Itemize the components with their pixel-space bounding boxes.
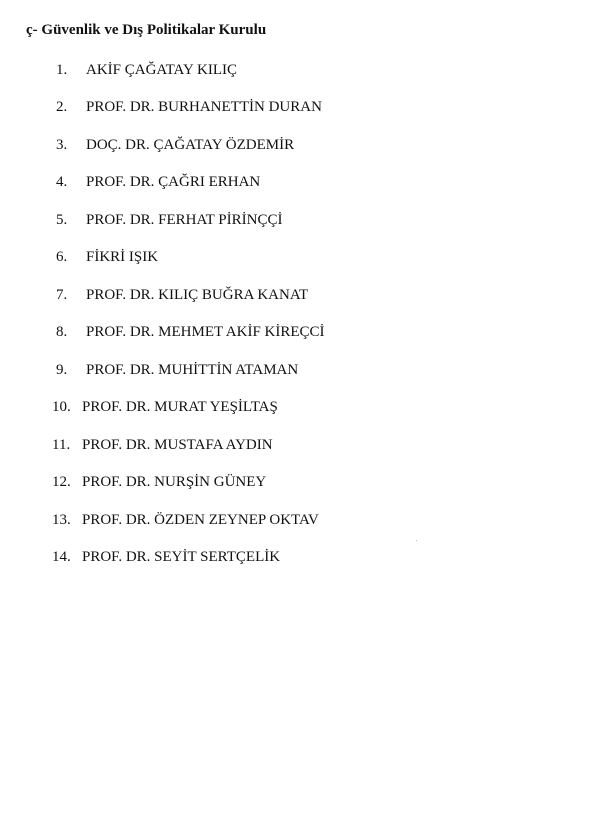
member-item	[52, 470, 266, 494]
member-name: AKİF ÇAĞATAY KILIÇ	[86, 62, 238, 78]
member-item	[56, 320, 325, 344]
member-item	[52, 545, 280, 569]
member-number: 12.	[52, 474, 71, 490]
member-item	[56, 95, 322, 119]
member-name: PROF. DR. ÖZDEN ZEYNEP OKTAV	[82, 512, 319, 528]
member-number: 9.	[56, 362, 68, 378]
member-number: 7.	[56, 287, 68, 303]
member-number: 8.	[56, 324, 68, 340]
member-name: PROF. DR. MUHİTTİN ATAMAN	[86, 362, 299, 378]
member-item	[56, 245, 158, 269]
member-name: FİKRİ IŞIK	[86, 249, 159, 265]
member-name: PROF. DR. BURHANETTİN DURAN	[86, 99, 322, 115]
section-heading: ç- Güvenlik ve Dış Politikalar Kurulu	[26, 22, 267, 38]
member-item	[56, 58, 237, 82]
member-number: 10.	[52, 399, 71, 415]
member-name: PROF. DR. MURAT YEŞİLTAŞ	[82, 399, 278, 415]
scan-speck	[416, 540, 417, 541]
member-name: PROF. DR. ÇAĞRI ERHAN	[86, 174, 261, 190]
member-number: 4.	[56, 174, 68, 190]
member-item	[52, 433, 273, 457]
member-name: PROF. DR. SEYİT SERTÇELİK	[82, 549, 281, 565]
member-item	[56, 208, 283, 232]
member-item	[56, 358, 298, 382]
member-name: DOÇ. DR. ÇAĞATAY ÖZDEMİR	[86, 137, 295, 153]
member-number: 11.	[52, 437, 71, 453]
member-name: PROF. DR. FERHAT PİRİNÇÇİ	[86, 212, 283, 228]
member-number: 1.	[56, 62, 68, 78]
member-item	[56, 170, 260, 194]
member-item	[52, 395, 278, 419]
member-item	[56, 283, 308, 307]
member-number: 5.	[56, 212, 68, 228]
member-item	[56, 133, 294, 157]
member-number: 6.	[56, 249, 68, 265]
member-number: 3.	[56, 137, 68, 153]
member-number: 13.	[52, 512, 71, 528]
member-name: PROF. DR. MUSTAFA AYDIN	[82, 437, 273, 453]
member-number: 2.	[56, 99, 68, 115]
member-item	[52, 508, 319, 532]
member-name: PROF. DR. KILIÇ BUĞRA KANAT	[86, 287, 309, 303]
member-number: 14.	[52, 549, 71, 565]
member-name: PROF. DR. NURŞİN GÜNEY	[82, 474, 267, 490]
member-name: PROF. DR. MEHMET AKİF KİREÇCİ	[86, 324, 325, 340]
